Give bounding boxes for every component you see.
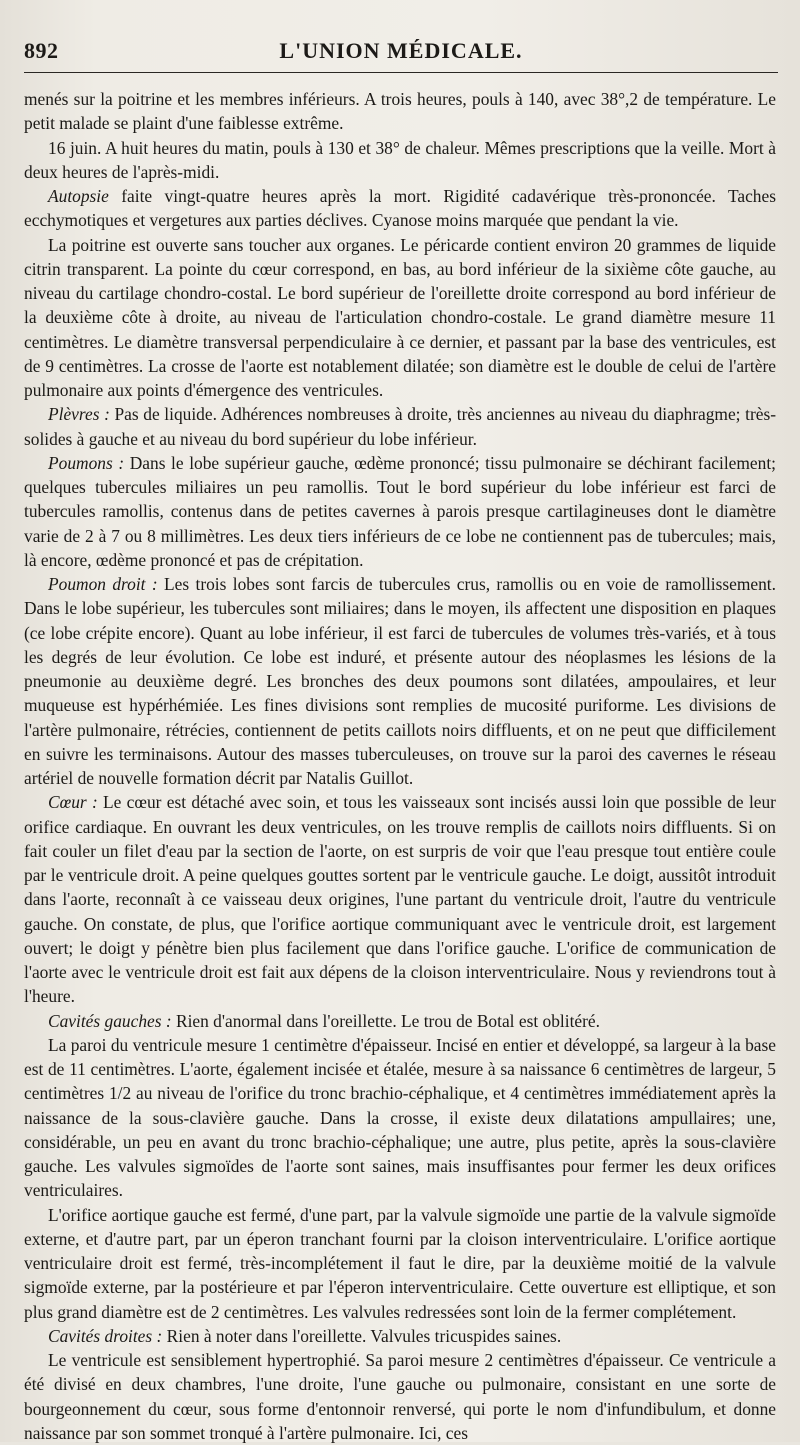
section-lead: Plèvres : [48, 404, 110, 425]
paragraph [24, 233, 776, 403]
paragraph-text: Rien à noter dans l'oreillette. Valvules tricuspides saines. [162, 1325, 562, 1346]
running-title: L'UNION MÉDICALE. [279, 38, 523, 63]
section-lead: Cavités droites : [48, 1325, 163, 1346]
section-lead: Autopsie [48, 186, 109, 206]
page-number: 892 [24, 38, 59, 63]
paragraph [24, 1348, 776, 1445]
paragraph-text: Pas de liquide. Adhérences nombreuses à droite, très anciennes au niveau du diaphragme; très-solides à gauche et au niveau du bord supérieur du lobe inférieur. [24, 404, 777, 449]
section-lead: Poumons : [48, 452, 125, 473]
paragraph [24, 402, 776, 451]
section-lead: Cavités gauches : [48, 1010, 172, 1031]
paragraph [24, 451, 776, 572]
paragraph-text: Le cœur est détaché avec soin, et tous les vaisseaux sont incisés aussi loin que possible de leur orifice cardiaque. En ouvrant les deux ventricules, on les trouve remplis de caillots noirs diffluents. Si on fait couler un filet d'eau par la section de l'aorte, on est surpris de voir que l'eau presque tout entière coule par le ventricule droit. A peine quelques gouttes sortent par le ventricule gauche. Le doigt, aussitôt introduit dans l'aorte, reconnaît à ce vaisseau deux origines, l'une partant du ventricule droit, l'autre du ventricule gauche. On constate, de plus, que l'orifice aortique communiquant avec le ventricule droit, est largement ouvert; le doigt y pénètre bien plus facilement que dans l'orifice gauche. L'orifice de communication de l'aorte avec le ventricule droit est fait aux dépens de la cloison interventriculaire. Nous y reviendrons tout à l'heure. [24, 792, 776, 1007]
paragraph [24, 136, 776, 185]
paragraph-text: faite vingt-quatre heures après la mort. Rigidité cadavérique très-prononcée. Taches ecchymotiques et vergetures aux parties déclives. Cyanose moins marquée que pendant la vie. [24, 186, 776, 231]
article-body [24, 87, 776, 1445]
paragraph-text: L'orifice aortique gauche est fermé, d'une part, par la valvule sigmoïde une partie de la valvule sigmoïde externe, et d'autre part, par un éperon tranchant fourni par la cloison interventriculaire. L'orifice aortique ventriculaire droit est fermé, très-incomplétement il faut le dire, par la deuxième moitié de la valvule sigmoïde externe, par la postérieure et par l'éperon interventriculaire. Cette ouverture est elliptique, et son plus grand diamètre est de 2 centimètres. Les valvules redressées sont loin de la fermer complétement. [24, 1204, 776, 1322]
paragraph [24, 184, 776, 233]
paragraph [24, 572, 776, 790]
paragraph [24, 1203, 776, 1324]
paragraph-text: Le ventricule est sensiblement hypertrophié. Sa paroi mesure 2 centimètres d'épaisseur. Ce ventricule a été divisé en deux chambres, l'une droite, l'une gauche ou pulmonaire, consistant en une sorte de bourgeonnement du cœur, sous forme d'entonnoir renversé, qui porte le nom d'infundibulum, et donne naissance par son sommet tronqué à l'artère pulmonaire. Ici, ces [24, 1350, 776, 1443]
running-header [24, 38, 778, 73]
section-lead: Poumon droit : [48, 574, 158, 594]
paragraph [24, 790, 776, 1008]
paragraph-text: menés sur la poitrine et les membres inférieurs. A trois heures, pouls à 140, avec 38°,2 de température. Le petit malade se plaint d'une faiblesse extrême. [24, 89, 776, 134]
paragraph [24, 1324, 776, 1348]
paragraph-text: 16 juin. A huit heures du matin, pouls à 130 et 38° de chaleur. Mêmes prescriptions que la veille. Mort à deux heures de l'après-midi. [24, 137, 776, 182]
paragraph [24, 1033, 776, 1203]
paragraph [24, 1009, 776, 1033]
paragraph-text: Dans le lobe supérieur gauche, œdème prononcé; tissu pulmonaire se déchirant facilement; quelques tubercules miliaires un peu ramollis. Tout le bord supérieur du lobe inférieur est farci de tubercules ramollis, contenus dans de petites cavernes à parois presque cartilagineuses dont le diamètre varie de 2 à 7 ou 8 millimètres. Les deux tiers inférieurs de ce lobe ne contiennent pas de tubercules; mais, là encore, œdème prononcé et pas de crépitation. [24, 452, 777, 570]
paragraph-text: La paroi du ventricule mesure 1 centimètre d'épaisseur. Incisé en entier et développé, sa largeur à la base est de 11 centimètres. L'aorte, également incisée et étalée, mesure à sa naissance 6 centimètres de largeur, 5 centimètres 1/2 au niveau de l'orifice du tronc brachio-céphalique, et 4 centimètres immédiatement après la naissance de la sous-clavière gauche. Dans la crosse, il existe deux dilatations ampullaires; une, considérable, un peu en avant du tronc brachio-céphalique; une autre, plus petite, après la sous-clavière gauche. Les valvules sigmoïdes de l'aorte sont saines, mais insuffisantes pour fermer les deux orifices ventriculaires. [24, 1034, 776, 1201]
paragraph-text: La poitrine est ouverte sans toucher aux organes. Le péricarde contient environ 20 grammes de liquide citrin transparent. La pointe du cœur correspond, en bas, au bord inférieur de la sixième côte gauche, au niveau du cartilage chondro-costal. Le bord supérieur de l'oreillette droite correspond au bord inférieur de la deuxième côte à droite, au niveau de l'articulation chondro-costale. Le grand diamètre mesure 11 centimètres. Le diamètre transversal perpendiculaire à ce dernier, et passant par la base des ventricules, est de 9 centimètres. La crosse de l'aorte est notablement dilatée; son diamètre est le double de celui de l'artère pulmonaire aux points d'émergence des ventricules. [24, 234, 776, 400]
paragraph-text: Rien d'anormal dans l'oreillette. Le trou de Botal est oblitéré. [171, 1010, 600, 1031]
section-lead: Cœur : [48, 792, 98, 813]
paragraph [24, 87, 776, 136]
paragraph-text: Les trois lobes sont farcis de tubercules crus, ramollis ou en voie de ramollissement. Dans le lobe supérieur, les tubercules sont miliaires; dans le moyen, ils affectent une disposition en plaques (ce lobe crépite encore). Quant au lobe inférieur, il est farci de tubercules de volumes très-variés, et à tous les degrés de leur évolution. Ce lobe est induré, et présente autour des néoplasmes les lésions de la pneumonie au deuxième degré. Les bronches des deux poumons sont dilatées, ampoulaires, et leur muqueuse est hypérhémiée. Les fines divisions sont remplies de mucosité puriforme. Les divisions de l'artère pulmonaire, rétrécies, contiennent de petits caillots noirs diffluents, et on ne peut que difficilement en suivre les terminaisons. Autour des masses tuberculeuses, on trouve sur la paroi des cavernes le réseau artériel de nouvelle formation décrit par Natalis Guillot. [24, 574, 776, 788]
